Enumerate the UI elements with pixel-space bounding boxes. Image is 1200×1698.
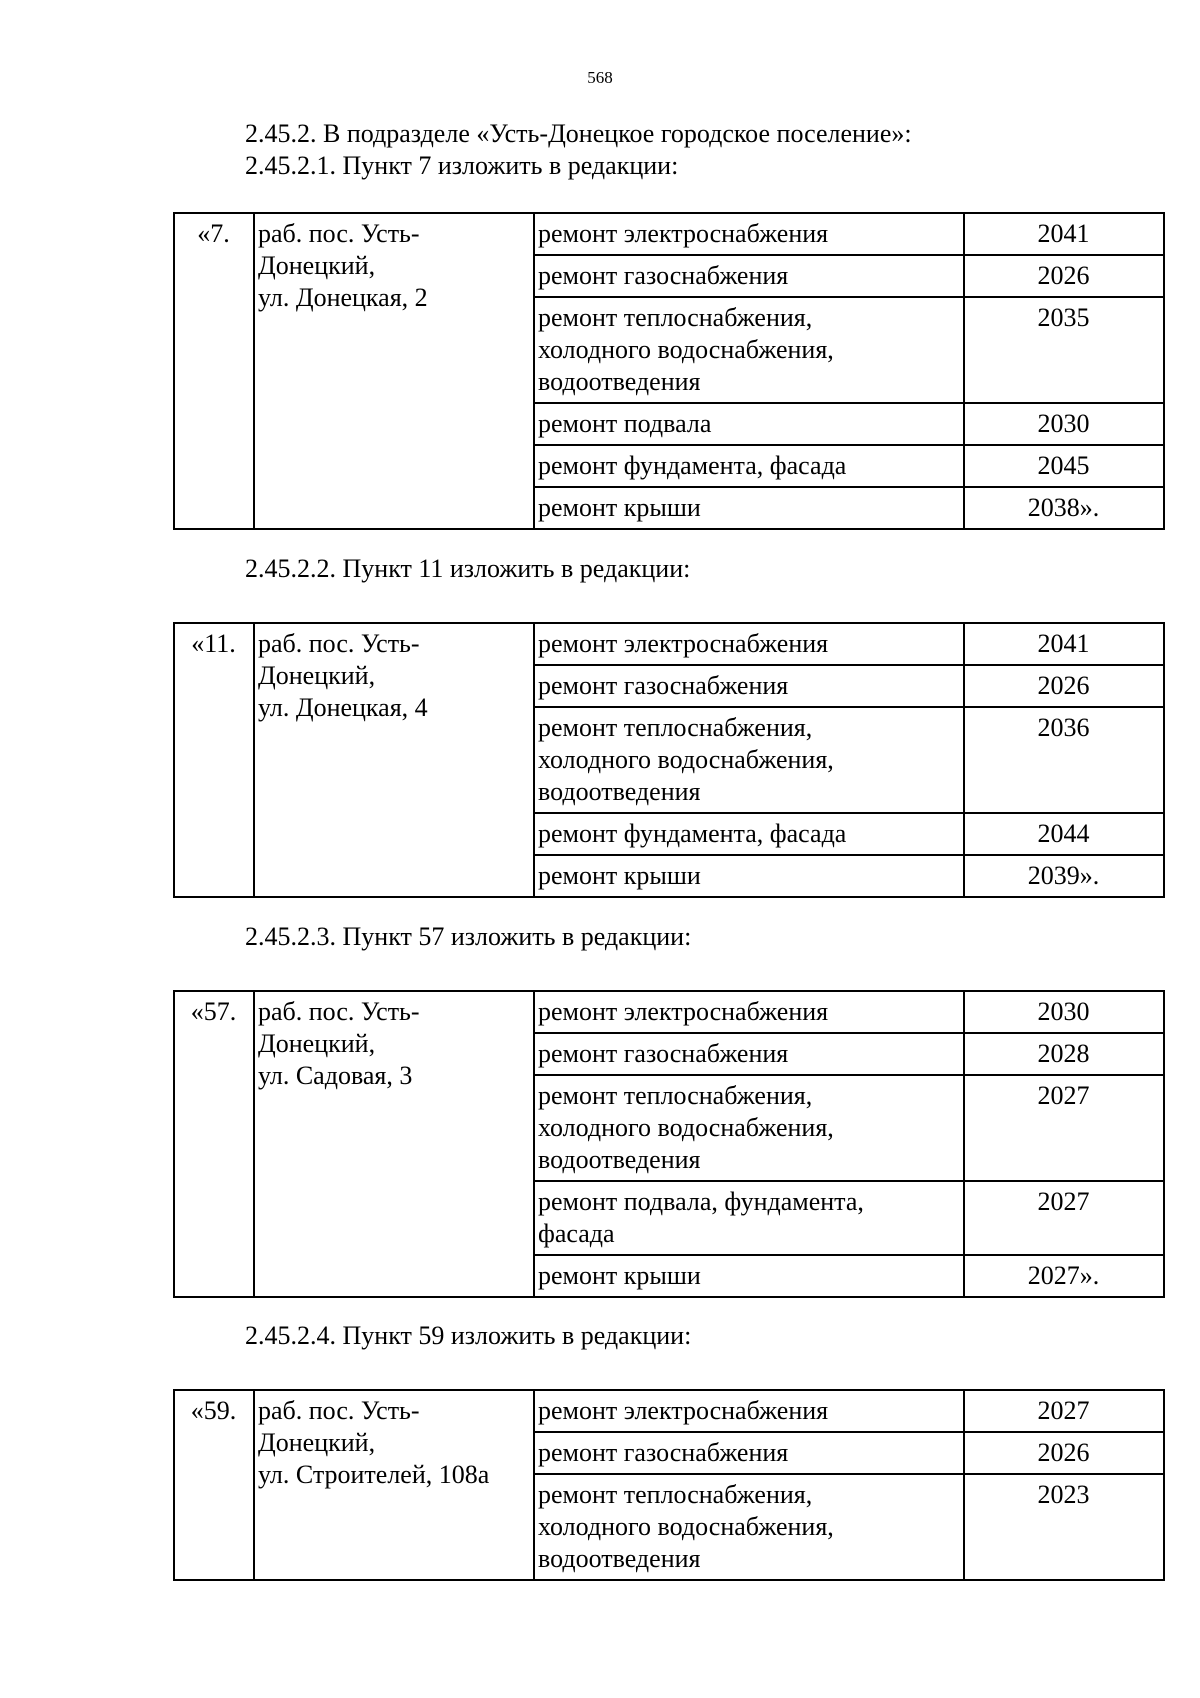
work-type-line: фасада: [538, 1219, 615, 1248]
address-line: ул. Строителей, 108а: [258, 1460, 490, 1489]
year-cell: 2026: [964, 665, 1164, 707]
table-row: [174, 623, 1164, 665]
work-type-cell: [534, 1075, 964, 1181]
work-type-line: холодного водоснабжения,: [538, 335, 834, 364]
address-line: раб. пос. Усть-: [258, 219, 420, 248]
work-type-line: ремонт газоснабжения: [538, 1438, 789, 1467]
work-type-cell: [534, 1181, 964, 1255]
year-cell: 2036: [964, 707, 1164, 813]
work-type-cell: [534, 623, 964, 665]
work-type-line: ремонт теплоснабжения,: [538, 1480, 813, 1509]
table-row: [174, 213, 1164, 255]
section-4-table: [173, 1389, 1165, 1581]
year-cell: 2041: [964, 213, 1164, 255]
section-3-intro: 2.45.2.3. Пункт 57 изложить в редакции:: [245, 922, 692, 951]
work-type-cell: [534, 487, 964, 529]
address-line: Донецкий,: [258, 251, 376, 280]
address-line: раб. пос. Усть-: [258, 1396, 420, 1425]
section-2-table: [173, 622, 1165, 898]
address-line: раб. пос. Усть-: [258, 997, 420, 1026]
work-type-cell: [534, 445, 964, 487]
item-number: «57.: [174, 991, 254, 1297]
work-type-line: ремонт крыши: [538, 861, 701, 890]
page-number: 568: [587, 68, 613, 87]
address-cell: [254, 1390, 534, 1580]
address-cell: [254, 623, 534, 897]
section-1-table: [173, 212, 1165, 530]
work-type-line: ремонт теплоснабжения,: [538, 713, 813, 742]
work-type-line: ремонт фундамента, фасада: [538, 451, 847, 480]
address-line: Донецкий,: [258, 1428, 376, 1457]
year-cell: 2028: [964, 1033, 1164, 1075]
work-type-line: водоотведения: [538, 777, 701, 806]
work-type-line: ремонт крыши: [538, 1261, 701, 1290]
address-line: ул. Садовая, 3: [258, 1061, 413, 1090]
work-type-cell: [534, 707, 964, 813]
year-cell: 2026: [964, 255, 1164, 297]
work-type-cell: [534, 1255, 964, 1297]
work-type-cell: [534, 1432, 964, 1474]
year-cell: 2027: [964, 1390, 1164, 1432]
address-line: ул. Донецкая, 4: [258, 693, 428, 722]
year-cell: 2023: [964, 1474, 1164, 1580]
year-cell: 2027».: [964, 1255, 1164, 1297]
year-cell: 2045: [964, 445, 1164, 487]
work-type-line: водоотведения: [538, 367, 701, 396]
work-type-line: ремонт газоснабжения: [538, 1039, 789, 1068]
year-cell: 2030: [964, 991, 1164, 1033]
work-type-cell: [534, 255, 964, 297]
work-type-line: ремонт фундамента, фасада: [538, 819, 847, 848]
item-number: «59.: [174, 1390, 254, 1580]
work-type-line: ремонт электроснабжения: [538, 997, 829, 1026]
table-row: [174, 991, 1164, 1033]
address-line: раб. пос. Усть-: [258, 629, 420, 658]
section-4-intro: 2.45.2.4. Пункт 59 изложить в редакции:: [245, 1321, 692, 1350]
work-type-line: холодного водоснабжения,: [538, 1113, 834, 1142]
work-type-line: ремонт теплоснабжения,: [538, 303, 813, 332]
work-type-cell: [534, 813, 964, 855]
year-cell: 2044: [964, 813, 1164, 855]
work-type-line: ремонт газоснабжения: [538, 261, 789, 290]
address-line: Донецкий,: [258, 1029, 376, 1058]
work-type-line: холодного водоснабжения,: [538, 745, 834, 774]
year-cell: 2030: [964, 403, 1164, 445]
work-type-cell: [534, 213, 964, 255]
item-number: «7.: [174, 213, 254, 529]
work-type-line: ремонт крыши: [538, 493, 701, 522]
work-type-line: ремонт газоснабжения: [538, 671, 789, 700]
work-type-line: водоотведения: [538, 1544, 701, 1573]
section-1-intro: 2.45.2.1. Пункт 7 изложить в редакции:: [245, 151, 679, 180]
year-cell: 2039».: [964, 855, 1164, 897]
work-type-cell: [534, 1033, 964, 1075]
year-cell: 2027: [964, 1181, 1164, 1255]
work-type-cell: [534, 403, 964, 445]
item-number: «11.: [174, 623, 254, 897]
year-cell: 2035: [964, 297, 1164, 403]
address-cell: [254, 991, 534, 1297]
work-type-line: ремонт электроснабжения: [538, 629, 829, 658]
work-type-cell: [534, 1390, 964, 1432]
year-cell: 2038».: [964, 487, 1164, 529]
work-type-line: ремонт подвала: [538, 409, 712, 438]
address-line: Донецкий,: [258, 661, 376, 690]
work-type-cell: [534, 297, 964, 403]
work-type-line: ремонт электроснабжения: [538, 1396, 829, 1425]
address-line: ул. Донецкая, 2: [258, 283, 428, 312]
section-3-table: [173, 990, 1165, 1298]
work-type-cell: [534, 855, 964, 897]
work-type-cell: [534, 665, 964, 707]
work-type-cell: [534, 991, 964, 1033]
section-2-intro: 2.45.2.2. Пункт 11 изложить в редакции:: [245, 554, 691, 583]
work-type-line: ремонт электроснабжения: [538, 219, 829, 248]
work-type-line: ремонт теплоснабжения,: [538, 1081, 813, 1110]
year-cell: 2027: [964, 1075, 1164, 1181]
address-cell: [254, 213, 534, 529]
table-row: [174, 1390, 1164, 1432]
work-type-line: холодного водоснабжения,: [538, 1512, 834, 1541]
year-cell: 2041: [964, 623, 1164, 665]
section-heading: 2.45.2. В подразделе «Усть-Донецкое городское поселение»:: [245, 119, 912, 148]
work-type-line: водоотведения: [538, 1145, 701, 1174]
work-type-line: ремонт подвала, фундамента,: [538, 1187, 864, 1216]
year-cell: 2026: [964, 1432, 1164, 1474]
work-type-cell: [534, 1474, 964, 1580]
